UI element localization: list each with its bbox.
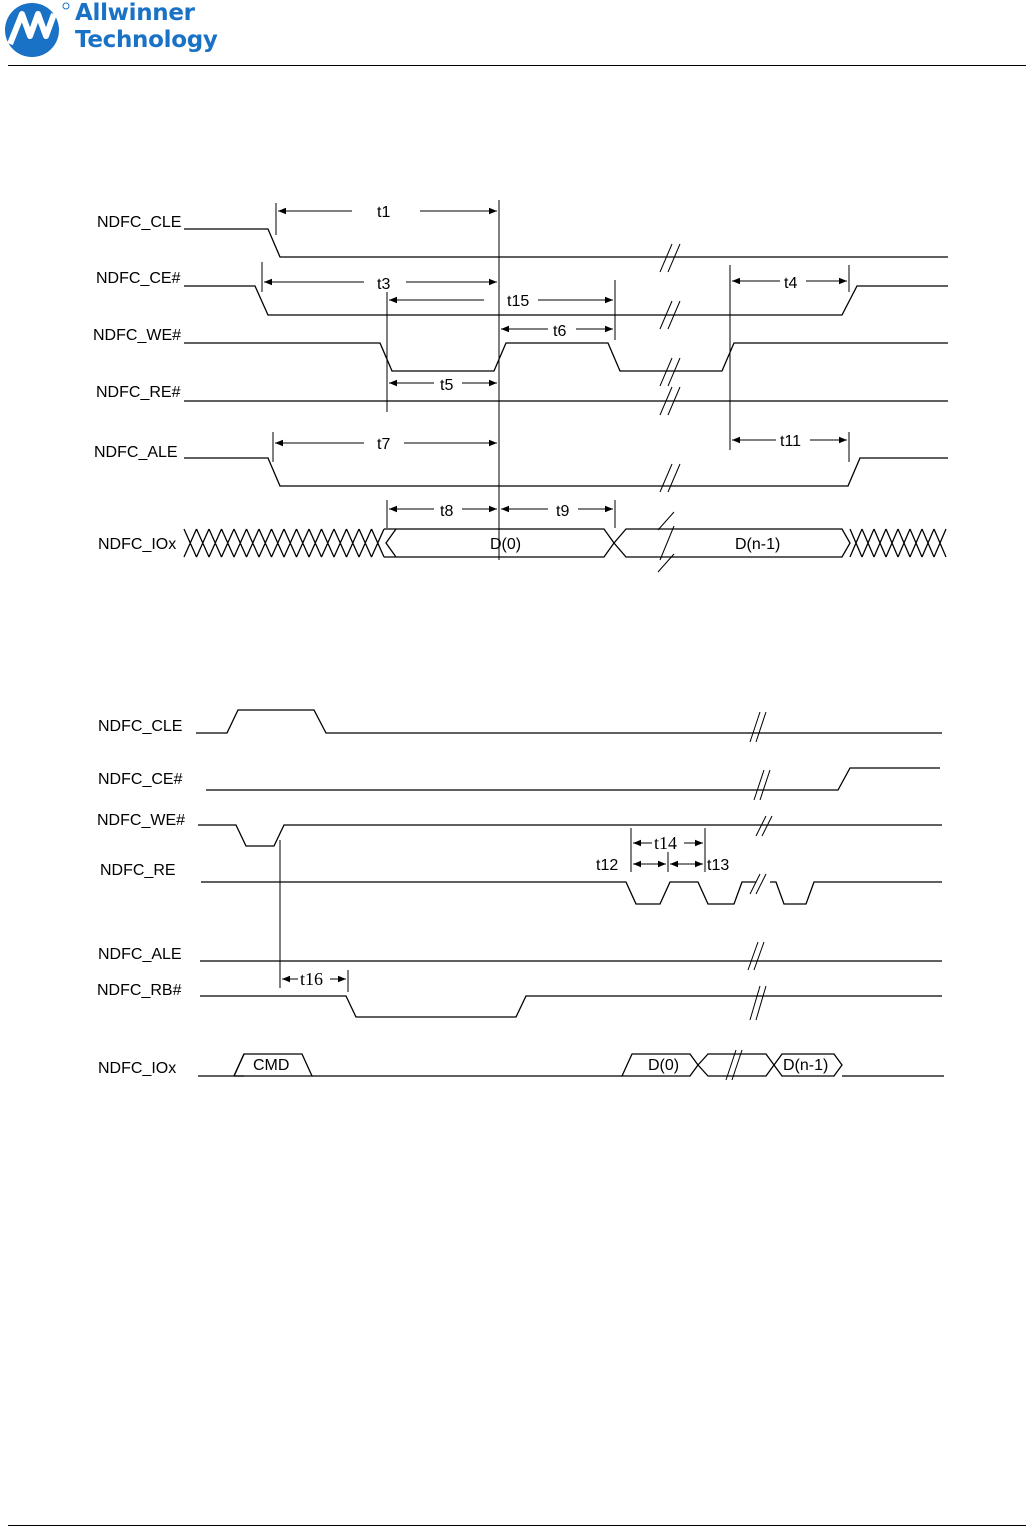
d2-label-cle: NDFC_CLE <box>98 718 183 735</box>
brand-line-2: Technology <box>75 27 218 53</box>
timing-diagram-1 <box>0 190 1034 590</box>
header-rule <box>8 65 1026 66</box>
d1-timing-t8: t8 <box>440 503 454 520</box>
d1-data-d0: D(0) <box>490 536 522 553</box>
d1-timing-t1: t1 <box>377 204 391 221</box>
d1-label-cle: NDFC_CLE <box>97 214 182 231</box>
d2-label-ce: NDFC_CE# <box>98 771 183 788</box>
d1-timing-t4: t4 <box>784 275 798 292</box>
d1-label-iox: NDFC_IOx <box>98 536 177 553</box>
d2-timing-t14: t14 <box>654 833 678 853</box>
d2-timing-t16: t16 <box>300 969 324 989</box>
d1-label-re: NDFC_RE# <box>96 384 181 401</box>
d2-timing-t13: t13 <box>707 857 730 874</box>
d1-label-we: NDFC_WE# <box>93 327 182 344</box>
d2-timing-t12: t12 <box>596 857 619 874</box>
d1-wave-iox <box>184 529 946 557</box>
d2-wave-iox <box>198 1054 944 1076</box>
d2-data-cmd: CMD <box>253 1057 290 1074</box>
d1-timing-t11: t11 <box>780 433 802 450</box>
d2-wave-we <box>198 825 942 846</box>
d1-timing-t6: t6 <box>553 323 567 340</box>
d1-timing-t9: t9 <box>556 503 570 520</box>
d1-data-dn1: D(n-1) <box>735 536 781 553</box>
d2-label-rb: NDFC_RB# <box>97 982 182 999</box>
d2-wave-re <box>201 882 942 904</box>
d2-break-marks <box>726 712 772 1080</box>
d2-label-ale: NDFC_ALE <box>98 946 182 963</box>
d1-timing-t15: t15 <box>507 293 530 310</box>
d2-label-re: NDFC_RE <box>100 862 176 879</box>
d1-wave-ale <box>184 458 948 486</box>
d1-break-marks <box>658 244 680 572</box>
footer-rule <box>8 1525 1026 1526</box>
timing-diagram-2 <box>0 690 1034 1090</box>
d2-label-we: NDFC_WE# <box>97 812 186 829</box>
d2-data-d0: D(0) <box>648 1057 680 1074</box>
d1-label-ce: NDFC_CE# <box>96 270 181 287</box>
d2-data-dn1: D(n-1) <box>783 1057 829 1074</box>
d2-wave-cle <box>196 710 942 733</box>
d2-wave-ce <box>206 768 940 790</box>
d2-label-iox: NDFC_IOx <box>98 1060 177 1077</box>
brand-line-1: Allwinner <box>75 0 195 26</box>
d1-timing-t7: t7 <box>377 436 391 453</box>
d1-label-ale: NDFC_ALE <box>94 444 178 461</box>
d2-wave-rb <box>200 996 942 1017</box>
company-logo <box>0 0 230 62</box>
allwinner-logo-icon <box>0 0 72 60</box>
d1-timing-t5: t5 <box>440 377 454 394</box>
d1-wave-cle <box>184 229 948 257</box>
brand-text <box>75 0 218 54</box>
d1-wave-we <box>184 343 948 371</box>
d1-timing-t3: t3 <box>377 276 391 293</box>
